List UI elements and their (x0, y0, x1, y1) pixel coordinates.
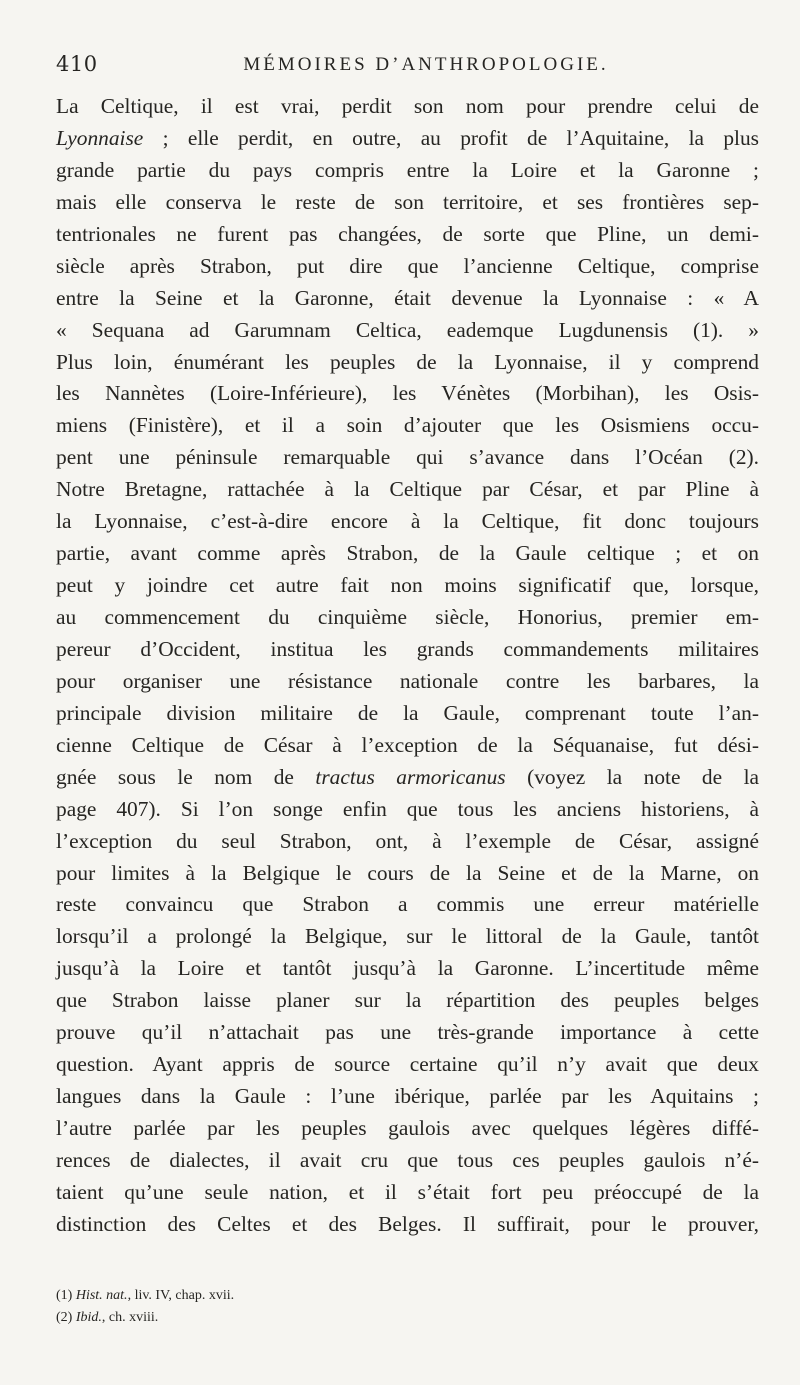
text-line: Lyonnaise ; elle perdit, en outre, au profit de l’Aquitaine, la plus (56, 125, 759, 150)
footnote: (1) Hist. nat., liv. IV, chap. xvii. (56, 1288, 235, 1303)
text-line: au commencement du cinquième siècle, Honorius, premier em- (56, 605, 759, 629)
text-line: prouve qu’il n’attachait pas une très-grande importance à cette (56, 1020, 759, 1045)
running-head: MÉMOIRES D’ANTHROPOLOGIE. (243, 54, 609, 75)
text-line: l’autre parlée par les peuples gaulois avec quelques légères diffé- (56, 1116, 759, 1140)
page-number: 410 (56, 52, 98, 76)
text-line: langues dans la Gaule : l’une ibérique, parlée par les Aquitains ; (56, 1084, 759, 1109)
text-line: Notre Bretagne, rattachée à la Celtique par César, et par Pline à (56, 477, 759, 502)
text-line: lorsqu’il a prolongé la Belgique, sur le littoral de la Gaule, tantôt (56, 924, 759, 949)
text-line: Plus loin, énumérant les peuples de la Lyonnaise, il y comprend (56, 349, 759, 374)
text-line: rences de dialectes, il avait cru que tous ces peuples gaulois n’é- (56, 1147, 759, 1172)
text-line: la Lyonnaise, c’est-à-dire encore à la Celtique, fit donc toujours (56, 509, 759, 534)
footnote: (2) Ibid., ch. xviii. (56, 1310, 159, 1325)
text-line: les Nannètes (Loire-Inférieure), les Vénètes (Morbihan), les Osis- (56, 381, 759, 406)
text-line: pent une péninsule remarquable qui s’avance dans l’Océan (2). (56, 445, 759, 470)
page-header (56, 52, 756, 88)
text-line: reste convaincu que Strabon a commis une erreur matérielle (56, 892, 759, 917)
text-line: cienne Celtique de César à l’exception de la Séquanaise, fut dési- (56, 732, 759, 757)
footnotes (56, 1285, 759, 1329)
text-line: pour organiser une résistance nationale contre les barbares, la (56, 668, 759, 693)
text-line: « Sequana ad Garumnam Celtica, eademque Lugdunensis (1). » (56, 317, 759, 342)
text-line: miens (Finistère), et il a soin d’ajouter que les Osismiens occu- (56, 413, 759, 438)
text-line: entre la Seine et la Garonne, était devenue la Lyonnaise : « A (56, 285, 759, 310)
text-line: jusqu’à la Loire et tantôt jusqu’à la Garonne. L’incertitude même (56, 956, 759, 981)
text-line: pereur d’Occident, institua les grands commandements militaires (56, 636, 759, 661)
text-line: que Strabon laisse planer sur la répartition des peuples belges (56, 988, 759, 1013)
text-line: principale division militaire de la Gaule, comprenant toute l’an- (56, 700, 759, 725)
text-line: distinction des Celtes et des Belges. Il suffirait, pour le prouver, (56, 1211, 759, 1236)
body-text (56, 91, 759, 1241)
text-line: l’exception du seul Strabon, ont, à l’exemple de César, assigné (56, 828, 759, 853)
text-line: peut y joindre cet autre fait non moins significatif que, lorsque, (56, 573, 759, 598)
text-line: gnée sous le nom de tractus armoricanus (voyez la note de la (56, 764, 760, 789)
text-line: siècle après Strabon, put dire que l’ancienne Celtique, comprise (56, 253, 759, 278)
text-line: pour limites à la Belgique le cours de la Seine et de la Marne, on (56, 860, 759, 885)
text-line: taient qu’une seule nation, et il s’était fort peu préoccupé de la (56, 1179, 759, 1204)
text-line: La Celtique, il est vrai, perdit son nom pour prendre celui de (56, 94, 759, 118)
text-line: grande partie du pays compris entre la Loire et la Garonne ; (56, 157, 759, 182)
text-line: page 407). Si l’on songe enfin que tous les anciens historiens, à (56, 796, 759, 821)
text-line: mais elle conserva le reste de son territoire, et ses frontières sep- (56, 189, 759, 214)
text-line: question. Ayant appris de source certaine qu’il n’y avait que deux (56, 1052, 759, 1077)
text-line: partie, avant comme après Strabon, de la Gaule celtique ; et on (56, 541, 759, 566)
text-line: tentrionales ne furent pas changées, de sorte que Pline, un demi- (56, 221, 759, 246)
